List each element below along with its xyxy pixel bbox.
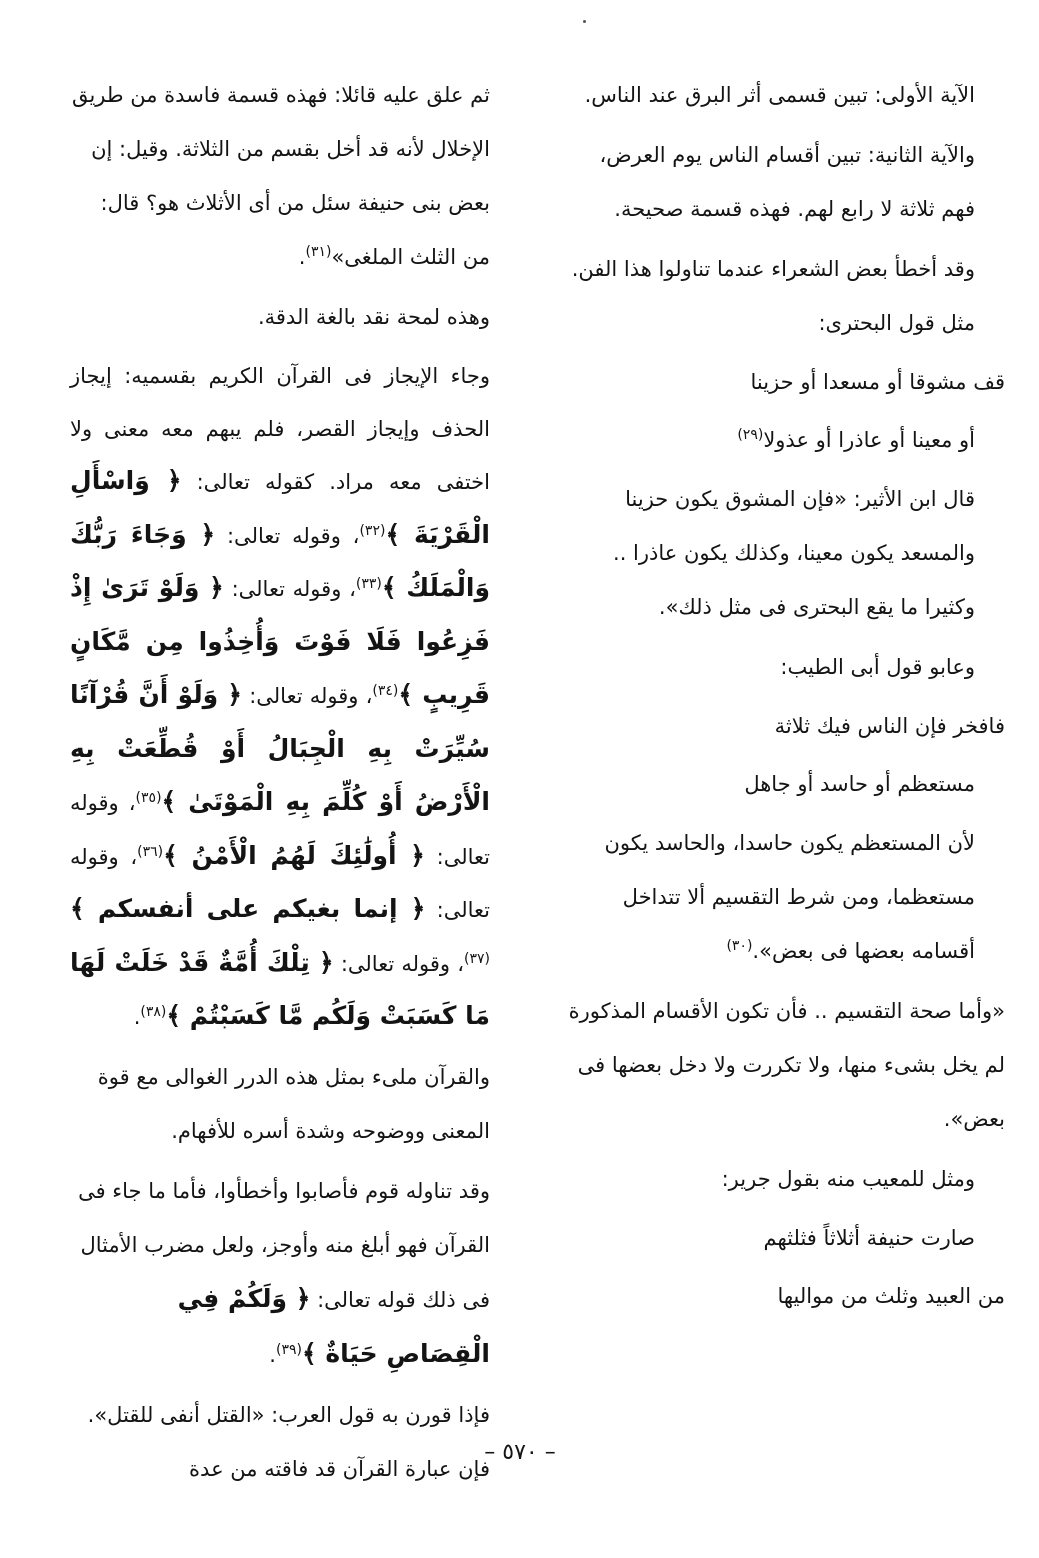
left-column xyxy=(70,68,520,1496)
page-number: – ٥٧٠ – xyxy=(484,1440,556,1465)
paragraph xyxy=(560,816,1005,978)
paragraph-text: ، وقوله تعالى: xyxy=(70,791,491,869)
paragraph-text: لأن المستعظم يكون حاسدا، والحاسد يكون مستعظما، ومن شرط التقسيم ألا تتداخل أقسامه بعضها فى بعض». xyxy=(604,831,975,963)
quran-verse: ﴿ وَجَاءَ رَبُّكَ وَالْمَلَكُ ﴾ xyxy=(70,519,490,602)
quran-verse: ﴿ وَاسْأَلِ الْقَرْيَةَ ﴾ xyxy=(70,466,490,549)
paragraph-text: «وأما صحة التقسيم .. فأن تكون الأقسام المذكورة لم يخل بشىء منها، ولا تكررت ولا دخل بعضها فى بعض». xyxy=(568,999,1005,1131)
footnote-ref: (٣٤) xyxy=(372,683,399,699)
paragraph-text: ، وقوله تعالى: xyxy=(249,684,373,708)
paragraph xyxy=(70,290,520,344)
footnote-ref: (٣٢) xyxy=(359,522,386,539)
paragraph-text: والآية الثانية: تبين أقسام الناس يوم العرض، فهم ثلاثة لا رابع لهم. فهذه قسمة صحيحة. xyxy=(599,143,975,221)
paragraph-text: وعابو قول أبى الطيب: xyxy=(780,655,975,679)
paragraph xyxy=(70,1164,520,1382)
paragraph xyxy=(560,128,1005,236)
paragraph-text: . xyxy=(133,1005,141,1029)
quran-verse: ﴿ وَلَوْ تَرَىٰ إِذْ فَزِعُوا فَلَا فَوْتَ وَأُخِذُوا مِن مَّكَانٍ قَرِيبٍ ﴾ xyxy=(70,573,490,709)
footnote-ref: (٣٩) xyxy=(275,1341,302,1358)
paragraph xyxy=(560,242,1005,350)
footnote-ref: (٣٣) xyxy=(355,576,382,592)
paragraph-text: فافخر فإن الناس فيك ثلاثة xyxy=(774,714,1005,738)
paragraph-text: . xyxy=(269,1342,276,1367)
paragraph-text: ثم علق عليه قائلا: فهذه قسمة فاسدة من طريق الإخلال لأنه قد أخل بقسم من الثلاثة. وقيل: إن بعض بنى حنيفة سئل من أى الأثلاث هو؟ قال: من الثلث الملغى» xyxy=(71,83,490,269)
poem-verse xyxy=(560,414,1005,466)
footnote-ref: (٣١) xyxy=(305,244,332,260)
paragraph xyxy=(560,472,1005,634)
paragraph-text: ، وقوله تعالى: xyxy=(226,523,360,548)
paragraph-text: وجاء الإيجاز فى القرآن الكريم بقسميه: إيجاز الحذف وإيجاز القصر، فلم يبهم معه معنى ولا اختفى معه مراد. كقوله تعالى: xyxy=(70,364,490,494)
footnote-ref: (٣٦) xyxy=(137,843,164,860)
footnote-ref: (٣٨) xyxy=(140,1004,167,1020)
poem-verse xyxy=(560,356,1005,408)
quran-verse: ﴿ إنما بغيكم على أنفسكم ﴾ xyxy=(70,894,426,923)
footnote-ref: (٢٩) xyxy=(737,427,764,443)
paragraph xyxy=(560,984,1005,1146)
paragraph-text: قال ابن الأثير: «فإن المشوق يكون حزينا والمسعد يكون معينا، وكذلك يكون عاذرا .. وكثيرا ما يقع البحترى فى مثل ذلك». xyxy=(613,487,975,619)
quran-verse: ﴿ أُولَٰئِكَ لَهُمُ الْأَمْنُ ﴾ xyxy=(163,840,425,870)
poem-verse xyxy=(560,1212,1005,1264)
quran-verse: ﴿ وَلَكُمْ فِي الْقِصَاصِ حَيَاةٌ ﴾ xyxy=(177,1283,490,1368)
paragraph xyxy=(560,1152,1005,1206)
paragraph-text: ، وقوله تعالى: xyxy=(70,844,491,922)
paragraph-text: ومثل للمعيب منه بقول جرير: xyxy=(721,1167,975,1191)
paragraph-text: ، وقوله تعالى: xyxy=(231,577,356,601)
quran-verse: ﴿ وَلَوْ أَنَّ قُرْآنًا سُيِّرَتْ بِهِ الْجِبَالُ أَوْ قُطِّعَتْ بِهِ الْأَرْضُ أَوْ كُلِّمَ بِهِ الْمَوْتَىٰ ﴾ xyxy=(70,680,490,816)
quran-verse: ﴿ تِلْكَ أُمَّةٌ قَدْ خَلَتْ لَهَا مَا كَسَبَتْ وَلَكُم مَّا كَسَبْتُمْ ﴾ xyxy=(70,947,490,1030)
paragraph xyxy=(560,640,1005,694)
poem-verse xyxy=(560,700,1005,752)
paragraph-text: صارت حنيفة أثلاثاً فثلثهم xyxy=(763,1226,975,1250)
right-column xyxy=(560,68,1005,1322)
quran-examples-paragraph xyxy=(70,350,520,1044)
poem-verse xyxy=(560,1270,1005,1322)
paragraph xyxy=(70,1050,520,1158)
paragraph xyxy=(560,68,1005,122)
paragraph-text: وقد تناوله قوم فأصابوا وأخطأوا، فأما ما جاء فى القرآن فهو أبلغ منه وأوجز، ولعل مضرب الأمثال فى ذلك قوله تعالى: xyxy=(78,1178,490,1312)
paragraph-text: فإذا قورن به قول العرب: «القتل أنفى للقتل». فإن عبارة القرآن قد فاقته من عدة xyxy=(87,1402,490,1481)
footnote-ref: (٣٠) xyxy=(726,938,753,954)
paragraph: ثم علق عليه قائلا: فهذه قسمة فاسدة من طريق الإخلال لأنه قد أخل بقسم من الثلاثة. وقيل: إن بعض بنى حنيفة سئل من أى الأثلاث هو؟ قال: من الثلث الملغى»$^{(٣١)}$. xyxy=(71,83,490,269)
ink-dot xyxy=(583,20,586,23)
poem-verse xyxy=(560,758,1005,810)
footnote-ref: (٣٥) xyxy=(135,790,162,806)
paragraph-text: من العبيد وثلث من مواليها xyxy=(777,1284,1005,1308)
paragraph-text: ، وقوله تعالى: xyxy=(340,951,465,976)
paragraph-text: والقرآن ملىء بمثل هذه الدرر الغوالى مع قوة المعنى ووضوحه وشدة أسره للأفهام. xyxy=(97,1064,490,1143)
paragraph-text: مستعظم أو حاسد أو جاهل xyxy=(744,772,975,796)
paragraph-text: وهذه لمحة نقد بالغة الدقة. xyxy=(257,305,490,329)
paragraph-text: قف مشوقا أو مسعدا أو حزينا xyxy=(750,370,1005,394)
paragraph-text: أو معينا أو عاذرا أو عذولا xyxy=(763,428,975,452)
paragraph-text: وقد أخطأ بعض الشعراء عندما تناولوا هذا الفن. مثل قول البحترى: xyxy=(571,257,975,335)
footnote-ref: (٣٧) xyxy=(464,950,490,967)
paragraph-text: الآية الأولى: تبين قسمى أثر البرق عند الناس. xyxy=(584,83,975,107)
